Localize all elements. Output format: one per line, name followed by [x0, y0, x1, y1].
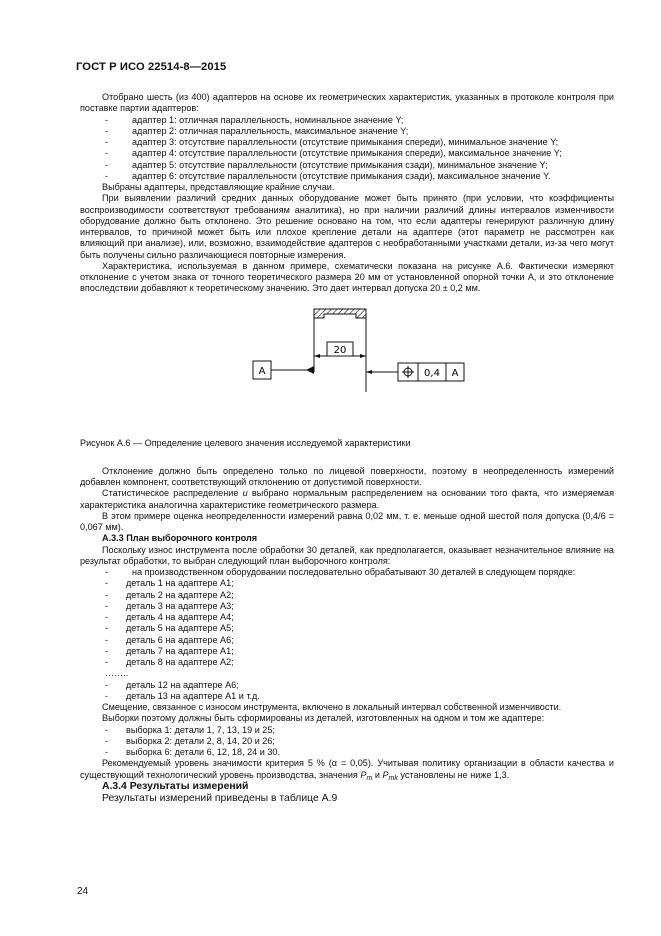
distribution-paragraph: Статистическое распределение u выбрано нормальным распределением на основании того факта, что измеряемая характеристика аналогична характеристике геометрического размера.: [80, 488, 615, 510]
adapter-list-item: - адаптер 1: отличная параллельность, номинальное значение Y;: [105, 114, 404, 125]
detail-list-item: - деталь 2 на адаптере А2;: [105, 589, 234, 600]
selection-paragraph: Отобрано шесть (из 400) адаптеров на основе их геометрических характеристик, указанных в протоколе контроля при поставке партии адаптеров:: [80, 92, 614, 114]
dimension-value: 20: [333, 344, 347, 356]
sampling-intro-paragraph: Поскольку износ инструмента после обработки 30 деталей, как предполагается, оказывает незначительное влияние на результат обработки, то выбран следующий план выборочного контроля:: [80, 544, 614, 566]
detail-list-item: - деталь 7 на адаптере А1;: [105, 645, 234, 656]
tolerance-value: 0,4: [424, 367, 440, 379]
datum-letter-left: A: [258, 365, 266, 377]
adapter-list-item: - адаптер 2: отличная параллельность, максимальное значение Y;: [105, 125, 409, 136]
adapter-list-item: - адаптер 6: отсутствие параллельности (отсутствие примыкания сзади), максимальное значение Y.: [105, 170, 551, 181]
page-number: 24: [77, 886, 89, 897]
sample-list-item: - выборка 1: детали 1, 7, 13, 19 и 25;: [105, 724, 275, 735]
figure-a6: [80, 300, 614, 432]
detail-list-item: - деталь 6 на адаптере А6;: [105, 634, 234, 645]
adapter-list-item: - адаптер 3: отсутствие параллельности (отсутствие примыкания спереди), минимальное значение Y;: [105, 137, 559, 147]
differences-paragraph: При выявлении различий средних данных оборудование может быть принято (при условии, что коэффициенты воспроизводимости соответствуют требованиям аналитика), но при наличии различий длины интервалов изменчивости оборудование должно быть отклонено. Это решение основано на том, что если адаптеры генерируют различную длину интервалов, то причиной может быть или плохое крепление детали на адаптере (этот параметр не рассмотрен как влияющий при анализе), или, возможно, взаимодействие адаптеров с необработанными участками детали, из-за чего могут быть получены сильно различающиеся повторные измерения.: [80, 193, 614, 260]
adapter-list: [80, 115, 614, 183]
document-header: ГОСТ Р ИСО 22514-8—2015: [76, 61, 227, 73]
detail-list-item: - деталь 1 на адаптере А1;: [105, 578, 234, 589]
samples-paragraph: Выборки поэтому должны быть сформированы из деталей, изготовленных на одном и том же адаптере:: [102, 713, 545, 724]
sample-list-item: - выборка 6: детали 6, 12, 18, 24 и 30.: [105, 747, 280, 757]
detail-list-item: - деталь 8 на адаптере А2;: [105, 657, 234, 667]
tolerance-datum: A: [451, 367, 459, 379]
sample-list: [80, 725, 614, 759]
detail-list-item: - деталь 3 на адаптере А3;: [105, 600, 234, 611]
uncertainty-paragraph: В этом примере оценка неопределенности измерений равна 0,02 мм, т. е. меньше одной шестой поля допуска (0,4/6 = 0,067 мм).: [80, 510, 614, 532]
section-heading-a34: А.3.4 Результаты измерений: [102, 780, 249, 792]
figure-caption: Рисунок А.6 — Определение целевого значения исследуемой характеристики: [80, 437, 411, 448]
deviation-paragraph: Отклонение должно быть определено только по лицевой поверхности, поэтому в неопределенность измерений добавлен компонент, соответствующий отклонению от допустимой поверхности.: [80, 465, 614, 487]
detail-list-item: - деталь 12 на адаптере А6;: [105, 679, 239, 690]
tolerance-arrow: [366, 370, 372, 374]
sampling-order-item: - на производственном оборудовании последовательно обрабатывают 30 деталей в следующем порядке:: [105, 567, 576, 577]
adapter-list-item: - адаптер 5: отсутствие параллельности (отсутствие примыкания сзади), минимальное значение Y;: [105, 159, 548, 170]
datum-triangle: [306, 366, 314, 374]
dimension-arrow-right: [360, 354, 366, 358]
part-profile: [314, 309, 366, 318]
results-paragraph: Результаты измерений приведены в таблице А.9: [102, 793, 338, 805]
dimension-arrow-left: [314, 354, 320, 358]
detail-list-item: - деталь 5 на адаптере А5;: [105, 623, 234, 634]
detail-list: [80, 578, 614, 702]
tolerance-drawing: [80, 300, 614, 432]
section-heading-a33: А.3.3 План выборочного контроля: [102, 533, 258, 544]
detail-list-item: - деталь 13 на адаптере А1 и т.д.: [105, 690, 260, 701]
detail-list-item: - деталь 4 на адаптере А4;: [105, 612, 234, 622]
characteristic-paragraph: Характеристика, используемая в данном примере, схематически показана на рисунке А.6. Фактически измеряют отклонение с учетом знака от точного теоретического размера 20 мм от установленной опорной точки А, и это отклонение впоследствии добавляют к теоретическому значению. Это дает интервал допуска 20 ± 0,2 мм.: [80, 260, 614, 294]
significance-paragraph: Рекомендуемый уровень значимости критерия 5 % (α = 0,05). Учитывая политику организации в области качества и существующий технологический уровень производства, значения $P_m$ и $P_{mk}$ установлены не ниже 1,3.: [80, 758, 614, 782]
tool-wear-paragraph: Смещение, связанное с износом инструмента, включено в локальный интервал собственной изменчивости.: [102, 702, 562, 712]
list-ellipsis: ……..: [105, 668, 129, 679]
adapter-list-item: - адаптер 4: отсутствие параллельности (отсутствие примыкания спереди), максимальное значение Y;: [105, 148, 562, 159]
document-body: [80, 92, 614, 806]
sample-list-item: - выборка 2: детали 2, 8, 14, 20 и 26;: [105, 735, 275, 746]
chosen-paragraph: Выбраны адаптеры, представляющие крайние случаи.: [102, 182, 335, 192]
